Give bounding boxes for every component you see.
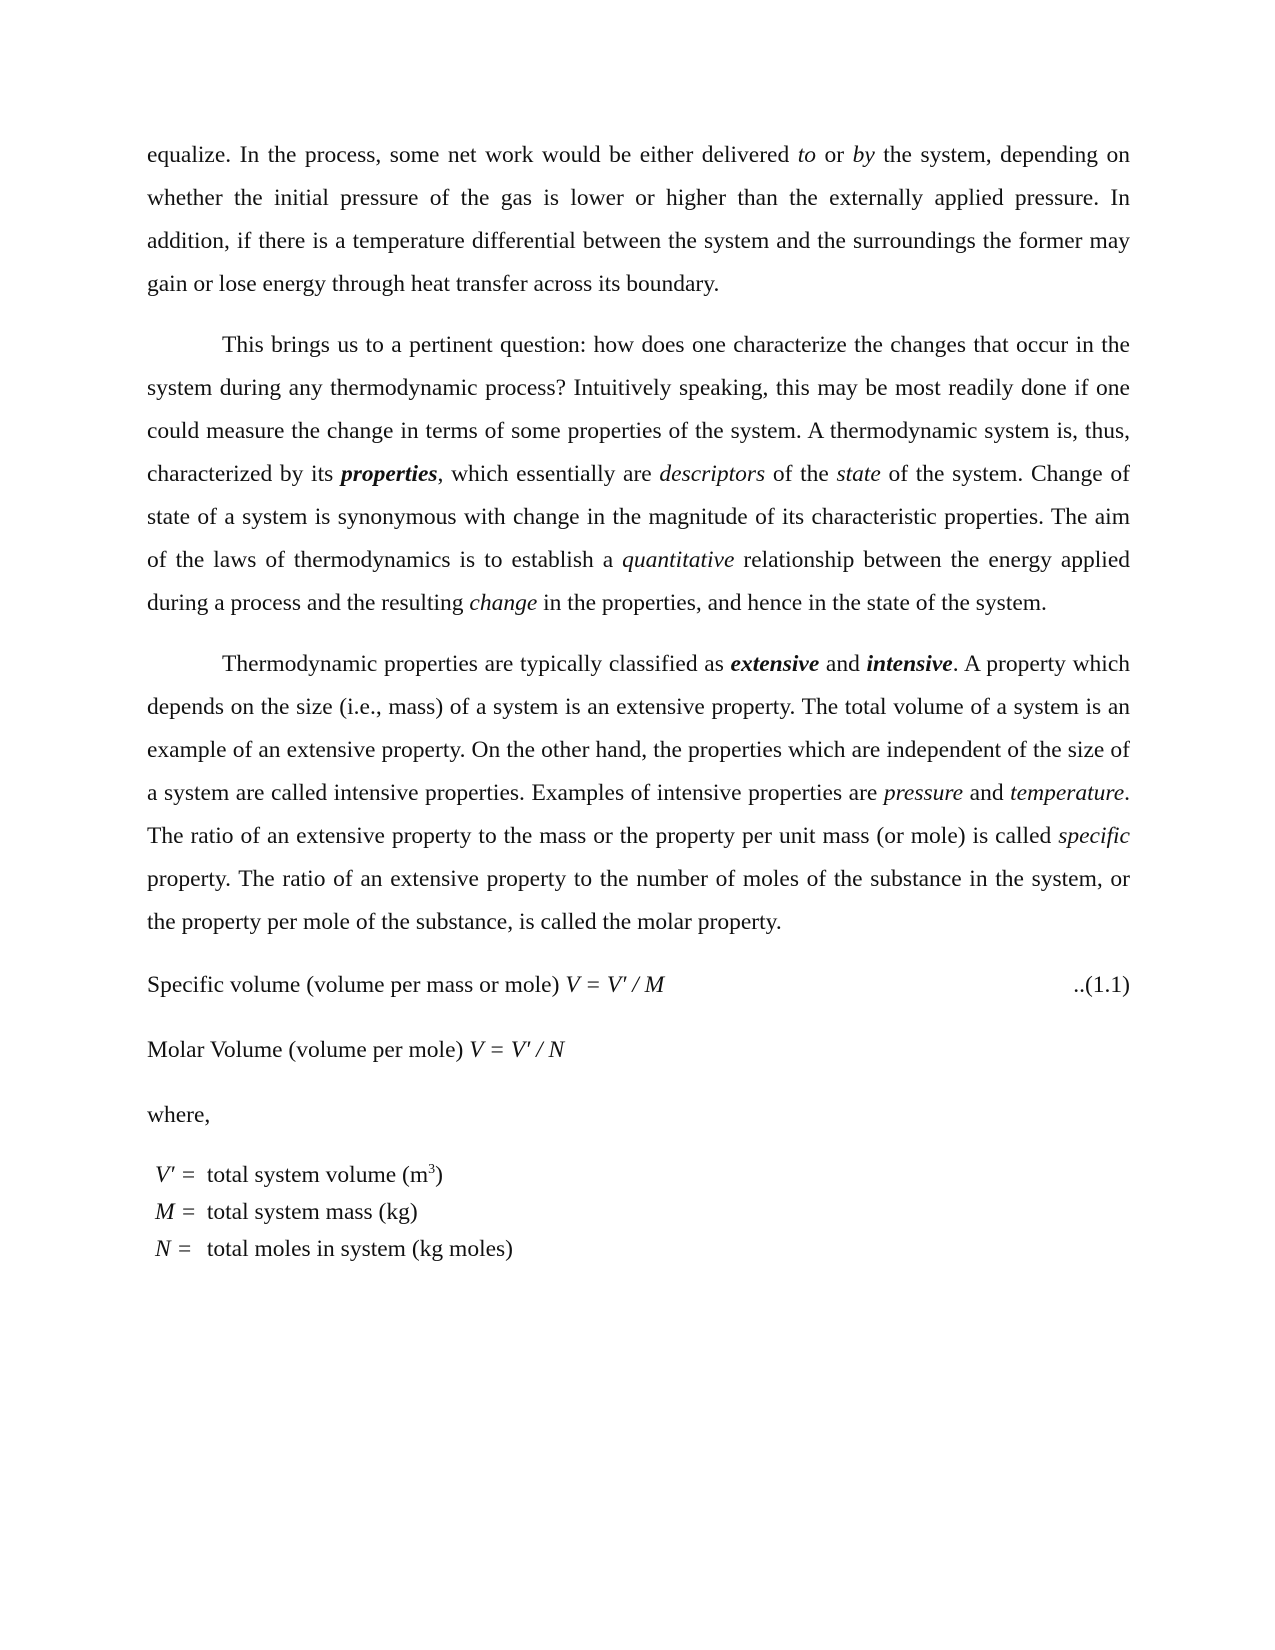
- term-properties: properties: [340, 461, 438, 487]
- definition-text-close: ): [435, 1162, 443, 1188]
- text-segment: . The ratio of an extensive property to the mass or the property per unit mass (or mole) is called: [147, 780, 1131, 849]
- document-page: [147, 134, 1130, 1268]
- paragraph-extensive-intensive: [147, 643, 1130, 944]
- text-segment: or: [815, 142, 853, 168]
- definition-symbol: V′ =: [155, 1162, 197, 1188]
- equation-label: Molar Volume (volume per mole): [147, 1037, 470, 1063]
- text-segment: equalize. In the process, some net work would be either delivered: [147, 142, 798, 168]
- equation-specific-volume: [147, 964, 1130, 1007]
- equation-number: ..(1.1): [1073, 972, 1130, 998]
- where-label: where,: [147, 1102, 211, 1128]
- text-segment: relationship between the energy applied during a process and the resulting: [147, 547, 1131, 616]
- definition-total-volume: [155, 1157, 1130, 1194]
- emphasis-state: state: [836, 461, 881, 487]
- text-segment: . A property which depends on the size (i.e., mass) of a system is an extensive property. The total volume of a system is an example of an extensive property. On the other hand, the properties which are independent of the size of a system are called intensive properties. Examples of intensive properties are: [147, 651, 1130, 806]
- emphasis-by: by: [852, 142, 875, 168]
- definition-total-moles: [155, 1231, 1130, 1268]
- text-segment: , which essentially are: [437, 461, 660, 487]
- emphasis-temperature: temperature: [1010, 780, 1125, 806]
- text-segment: of the: [765, 461, 837, 487]
- text-segment: of the system. Change of state of a system is synonymous with change in the magnitude of its characteristic properties. The aim of the laws of thermodynamics is to establish a: [147, 461, 1130, 573]
- emphasis-change: change: [469, 590, 538, 616]
- definition-total-mass: [155, 1194, 1130, 1231]
- definition-symbol: M =: [155, 1199, 197, 1225]
- definition-text: total moles in system (kg moles): [206, 1236, 513, 1262]
- emphasis-quantitative: quantitative: [622, 547, 735, 573]
- text-segment: property. The ratio of an extensive property to the number of moles of the substance in the system, or the property per mole of the substance, is called the molar property.: [147, 866, 1130, 935]
- text-segment: This brings us to a pertinent question: how does one characterize the changes that occur in the system during any thermodynamic process? Intuitively speaking, this may be most readily done if one could measure the change in terms of some properties of the system. A thermodynamic system is, thus, characterized by its: [147, 332, 1130, 487]
- text-segment: Thermodynamic properties are typically classified as: [222, 651, 731, 677]
- definition-text: total system volume (m: [206, 1162, 429, 1188]
- emphasis-specific: specific: [1058, 823, 1130, 849]
- superscript-exponent: 3: [428, 1162, 436, 1177]
- emphasis-pressure: pressure: [883, 780, 964, 806]
- variable-definitions: [147, 1157, 1130, 1268]
- paragraph-properties-definition: [147, 324, 1130, 625]
- paragraph-work-heat-transfer: [147, 134, 1130, 306]
- equation-molar-volume: [147, 1029, 1130, 1072]
- equation-label: Specific volume (volume per mass or mole): [147, 972, 566, 998]
- text-segment: in the properties, and hence in the state of the system.: [537, 590, 1047, 616]
- definition-symbol: N =: [155, 1236, 193, 1262]
- term-intensive: intensive: [866, 651, 953, 677]
- definition-text: total system mass (kg): [206, 1199, 418, 1225]
- equation-formula: V = V′ / M: [565, 972, 665, 998]
- text-segment: and: [819, 651, 867, 677]
- text-segment: and: [963, 780, 1011, 806]
- term-extensive: extensive: [730, 651, 820, 677]
- text-segment: the system, depending on whether the initial pressure of the gas is lower or higher than the externally applied pressure. In addition, if there is a temperature differential between the system and the surroundings the former may gain or lose energy through heat transfer across its boundary.: [147, 142, 1130, 297]
- equation-formula: V = V′ / N: [469, 1037, 565, 1063]
- emphasis-to: to: [797, 142, 816, 168]
- emphasis-descriptors: descriptors: [659, 461, 766, 487]
